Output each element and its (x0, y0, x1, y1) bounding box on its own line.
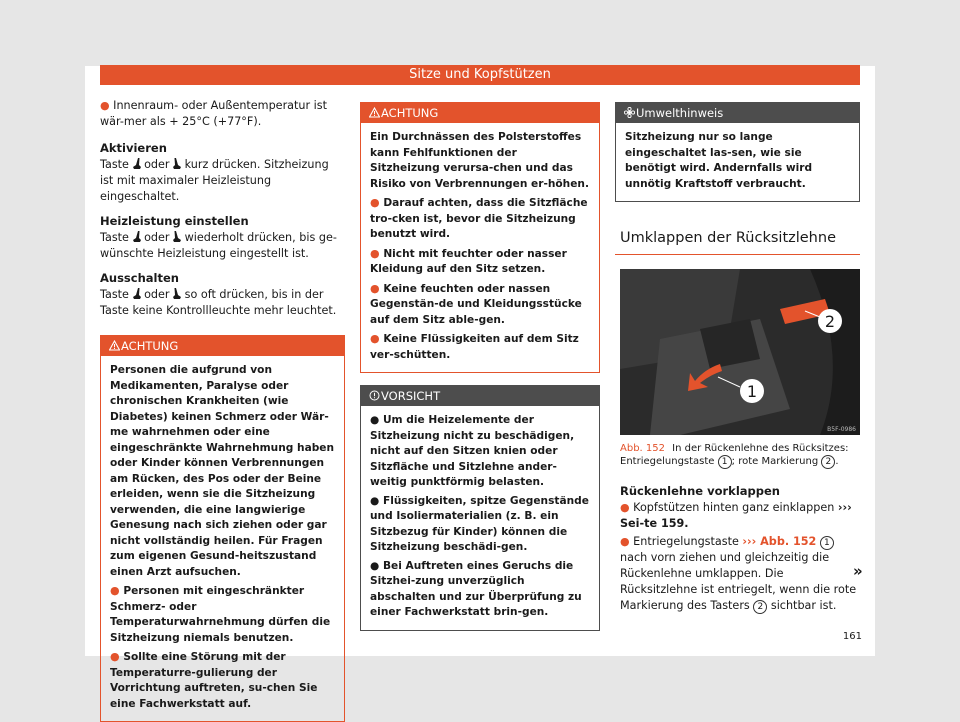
text-heizleistung: Taste oder wiederholt drücken, bis ge-wünschte Heizleistung eingestellt ist. (100, 231, 337, 260)
bullet-icon: ● (370, 196, 380, 209)
environment-flower-icon (624, 107, 635, 118)
warning-box-1 (100, 335, 345, 722)
heading-ausschalten: Ausschalten (100, 271, 179, 285)
callout-ref-1: 1 (820, 536, 834, 550)
seat-heat-driver-icon (133, 288, 141, 299)
callout-ref-1: 1 (718, 455, 732, 469)
bullet-icon: ● (370, 246, 380, 260)
column-2 (360, 102, 600, 631)
page-number: 161 (842, 631, 862, 642)
section-title: Umklappen der Rücksitzlehne (615, 212, 860, 255)
warning-content: Personen die aufgrund von Medikamenten, Paralyse oder chronischen Krankheiten (wie Diabetes) keinen Schmerz oder Wär-me wahrnehmen oder eine eingeschränkte Wahrnehmung haben oder Kinder können Verbrennungen am Rücken, des Pos oder der Beine erleiden, wenn sie die Sitzheizung verwenden, die eine langwierige Genesung nach sich ziehen oder gar nicht vollständig heilen. Für Fragen zum eigenen Gesund-heitszustand einen Arzt aufsuchen. ● Personen mit eingeschränkter Schmerz- oder Temperaturwahrnehmung dürfen die Sitzheizung niemals benutzen. ● Sollte eine Störung mit der Temperaturre-gulierung der Vorrichtung auftreten, su-chen Sie eine Fachwerkstatt auf. (110, 364, 335, 710)
bullet-icon: ● (370, 494, 380, 507)
intro-text: ● Innenraum- oder Außentemperatur ist wär-mer als + 25°C (+77°F). (100, 99, 327, 128)
warning-triangle-icon (109, 340, 120, 351)
bullet-icon: ● (370, 281, 380, 295)
seat-illustration (620, 269, 860, 435)
warning-content: Ein Durchnässen des Polsterstoffes kann Fehlfunktionen der Sitzheizung verursa-chen und das Risiko von Verbrennungen er-höhen. ● Darauf achten, dass die Sitzfläche tro-cken ist, bevor die Sitzheizung benutzt wird. ● Nicht mit feuchter oder nasser Kleidung auf den Sitz setzen. ● Keine feuchten oder nassen Gegenstän-de und Kleidungsstücke auf dem Sitz able-gen. ● Keine Flüssigkeiten auf dem Sitz ver-schütten. (370, 131, 589, 361)
text-ausschalten: Taste oder so oft drücken, bis in der Taste keine Kontrollleuchte mehr leuchtet. (100, 288, 337, 317)
bullet-icon: ● (110, 650, 120, 663)
environment-box (615, 102, 860, 202)
bullet-icon: ● (110, 584, 120, 597)
step-2: ● Entriegelungstaste ››› Abb. 152 1 nach vorn ziehen und gleichzeitig die Rückenlehne umklappen. Die Rücksitzlehne ist entriegelt, wenn die rote Markierung des Tasters 2 sichtbar ist. (620, 535, 857, 612)
bullet-icon: ● (620, 535, 630, 548)
subheading-vorklappen: Rückenlehne vorklappen (620, 484, 780, 498)
callout-ref-2: 2 (821, 455, 835, 469)
warning-header: ACHTUNG (101, 336, 344, 356)
page-header: Sitze und Kopfstützen (100, 65, 860, 85)
caution-box (360, 385, 600, 631)
callout-ref-2: 2 (753, 600, 767, 614)
bullet-icon: ● (370, 414, 380, 426)
column-1 (100, 98, 345, 722)
bullet-icon: ● (370, 332, 380, 345)
continue-mark: » (853, 562, 863, 580)
caution-content: ● Um die Heizelemente der Sitzheizung nicht zu beschädigen, nicht auf den Sitzen knien oder Sitzfläche und Sitzlehne ander-weitig punktförmig belasten. ● Flüssigkeiten, spitze Gegenstände und Isoliermaterialien (z. B. ein Sitzbezug für Kinder) können die Sitzheizung beschädi-gen. ● Bei Auftreten eines Geruchs die Sitzhei-zung unverzüglich abschalten und zur Überprüfung zu einer Fachwerkstatt brin-gen. (370, 414, 589, 618)
warning-header: ACHTUNG (361, 103, 599, 123)
page-link[interactable]: ››› (837, 501, 852, 514)
environment-header: Umwelthinweis (616, 103, 859, 123)
step-1: ● Kopfstützen hinten ganz einklappen ››› Sei-te 159. (620, 501, 852, 530)
caution-header: VORSICHT (361, 386, 599, 406)
figure-caption: Abb. 152 In der Rückenlehne des Rücksitzes: Entriegelungstaste 1 ; rote Markierung 2 . (620, 443, 849, 467)
column-3 (615, 102, 860, 614)
figure-callout-1: 1 (746, 382, 758, 401)
heading-aktivieren: Aktivieren (100, 141, 167, 155)
environment-content: Sitzheizung nur so lange eingeschaltet las-sen, wie sie benötigt wird. Andernfalls wird unnötig Kraftstoff verbraucht. (625, 131, 813, 190)
figure-seat-release (620, 269, 860, 435)
heading-heizleistung: Heizleistung einstellen (100, 214, 249, 228)
warning-box-2 (360, 102, 600, 373)
seat-heat-driver-icon (133, 231, 141, 242)
figure-link[interactable]: ››› Abb. 152 (742, 535, 817, 548)
text-aktivieren: Taste oder kurz drücken. Sitzheizung ist mit maximaler Heizleistung eingeschaltet. (100, 158, 329, 203)
figure-callout-2: 2 (824, 312, 836, 331)
bullet-icon: ● (100, 99, 110, 112)
seat-heat-driver-icon (133, 158, 141, 169)
info-circle-icon (369, 390, 380, 401)
bullet-icon: ● (620, 501, 630, 514)
figure-code: B5F-0986 (827, 426, 856, 433)
seat-heat-passenger-icon (173, 158, 181, 169)
bullet-icon: ● (370, 559, 380, 572)
seat-heat-passenger-icon (173, 288, 181, 299)
seat-heat-passenger-icon (173, 231, 181, 242)
warning-triangle-icon (369, 107, 380, 118)
